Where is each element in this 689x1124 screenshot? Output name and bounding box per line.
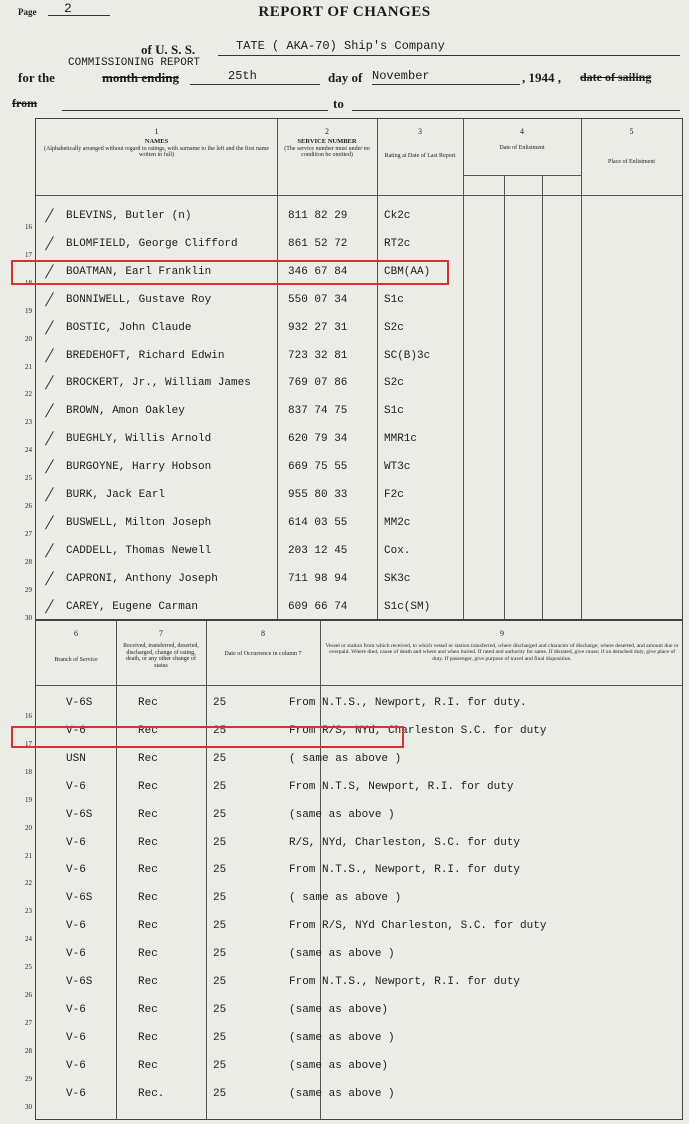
occurrence-date: 25 [213,1004,227,1016]
person-name: BUEGHLY, Willis Arnold [66,433,212,445]
change-type: Rec [138,892,158,904]
change-type: Rec. [138,1088,165,1100]
ship-underline [218,55,680,56]
col-divider [581,119,582,619]
col-3-number: 3 [418,127,422,136]
branch-of-service: V-6S [66,809,93,821]
change-type: Rec [138,725,158,737]
occurrence-date: 25 [213,781,227,793]
rating: Ck2c [384,210,411,222]
col-6-header: Branch of Service [54,657,98,663]
occurrence-date: 25 [213,809,227,821]
row-number: 30 [25,614,32,622]
row-number: 19 [25,307,32,315]
of-uss-label: of U. S. S. [141,42,196,57]
rating: F2c [384,489,404,501]
highlight-boatman-bottom [11,726,404,748]
person-name: BURK, Jack Earl [66,489,166,501]
occurrence-date: 25 [213,697,227,709]
row-number: 28 [25,558,32,566]
rating: S1c [384,294,404,306]
row-number: 16 [25,223,32,231]
rating: S1c(SM) [384,601,431,613]
row-number: 20 [25,824,32,832]
col-1-number: 1 [154,127,159,136]
change-details: (same as above ) [289,1032,395,1044]
change-type: Rec [138,753,158,765]
service-number: 769 07 86 [288,377,348,389]
row-number: 19 [25,796,32,804]
col-divider [377,119,378,619]
day-number: 25th [228,69,257,83]
service-number: 614 03 55 [288,517,348,529]
report-title: REPORT OF CHANGES [258,4,431,20]
commissioning-note: COMMISSIONING REPORT [68,57,201,69]
row-number: 30 [25,1103,32,1111]
person-name: BURGOYNE, Harry Hobson [66,461,212,473]
col-1-header [38,139,275,159]
change-details: From N.T.S., Newport, R.I. for duty. [289,697,527,709]
rating: SK3c [384,573,411,585]
change-type: Rec [138,809,158,821]
change-type: Rec [138,1004,158,1016]
row-number: 24 [25,446,32,454]
month-ending-struck: month ending [102,70,179,85]
branch-of-service: V-6 [66,920,86,932]
row-number: 18 [25,768,32,776]
col-1-title: NAMES [144,138,169,145]
change-details: From N.T.S, Newport, R.I. for duty [289,781,514,793]
row-number: 27 [25,530,32,538]
change-type: Rec [138,976,158,988]
ship-name: TATE ( AKA-70) Ship's Company [236,39,445,53]
branch-of-service: V-6 [66,725,86,737]
month-value: November [372,69,430,83]
row-number: 28 [25,1047,32,1055]
person-name: BOATMAN, Earl Franklin [66,266,212,278]
col-subdivider [542,175,543,619]
occurrence-date: 25 [213,753,227,765]
service-number: 861 52 72 [288,238,348,250]
branch-of-service: USN [66,753,86,765]
change-details: ( same as above ) [289,753,402,765]
change-details: From N.T.S., Newport, R.I. for duty [289,864,521,876]
branch-of-service: V-6 [66,864,86,876]
service-number: 723 32 81 [288,350,348,362]
service-number: 346 67 84 [288,266,348,278]
change-details: ( same as above ) [289,892,402,904]
change-details: (same as above ) [289,948,395,960]
header-bottom-line [36,685,682,686]
service-number: 203 12 45 [288,545,348,557]
branch-of-service: V-6 [66,781,86,793]
rating: RT2c [384,238,411,250]
change-type: Rec [138,920,158,932]
branch-of-service: V-6S [66,697,93,709]
to-underline [352,110,680,111]
change-details: From R/S, NYd, Charleston S.C. for duty [289,725,547,737]
col-2-desc: (The service number must under no condition be omitted) [284,145,370,158]
rating: SC(B)3c [384,350,431,362]
enlistment-subline [463,175,581,176]
row-number: 17 [25,740,32,748]
person-name: BROWN, Amon Oakley [66,405,185,417]
col-4-number: 4 [520,127,524,136]
occurrence-date: 25 [213,1088,227,1100]
person-name: BONNIWELL, Gustave Roy [66,294,212,306]
service-number: 955 80 33 [288,489,348,501]
row-number: 22 [25,390,32,398]
change-type: Rec [138,781,158,793]
branch-of-service: V-6 [66,1088,86,1100]
person-name: BLEVINS, Butler (n) [66,210,192,222]
change-details: From R/S, NYd Charleston, S.C. for duty [289,920,547,932]
row-number: 21 [25,363,32,371]
occurrence-date: 25 [213,864,227,876]
occurrence-date: 25 [213,837,227,849]
change-details: (same as above ) [289,809,395,821]
change-type: Rec [138,1060,158,1072]
row-number: 23 [25,418,32,426]
col-5-header: Place of Enlistment [608,159,655,165]
row-number: 25 [25,474,32,482]
person-name: BOSTIC, John Claude [66,322,192,334]
change-type: Rec [138,837,158,849]
branch-of-service: V-6 [66,948,86,960]
service-number: 811 82 29 [288,210,348,222]
day-underline [190,84,320,85]
row-number: 29 [25,1075,32,1083]
occurrence-date: 25 [213,976,227,988]
col-1-desc: (Alphabetically arranged without regard to ratings, with surname to the left and the first name written in full) [43,145,270,158]
col-3-header: Rating at Date of Last Report [384,153,456,159]
person-name: BLOMFIELD, George Clifford [66,238,238,250]
service-number: 837 74 75 [288,405,348,417]
row-number: 24 [25,935,32,943]
year-value: , 1944 , [522,70,561,85]
branch-of-service: V-6 [66,1060,86,1072]
person-name: BROCKERT, Jr., William James [66,377,251,389]
rating: CBM(AA) [384,266,431,278]
col-divider [463,119,464,619]
change-type: Rec [138,864,158,876]
change-type: Rec [138,1032,158,1044]
col-2-title: SERVICE NUMBER [297,138,357,145]
person-name: BREDEHOFT, Richard Edwin [66,350,225,362]
col-9-number: 9 [500,629,504,638]
occurrence-date: 25 [213,725,227,737]
rating: Cox. [384,545,411,557]
month-underline [372,84,520,85]
row-number: 20 [25,335,32,343]
service-number: 620 79 34 [288,433,348,445]
rating: S2c [384,377,404,389]
change-type: Rec [138,697,158,709]
service-number: 550 07 34 [288,294,348,306]
day-of-label: day of [328,70,363,85]
from-underline [62,110,328,111]
change-details: (same as above) [289,1004,389,1016]
col-divider [206,621,207,1119]
col-8-header: Date of Occurrence in column 7 [224,651,302,657]
service-number: 669 75 55 [288,461,348,473]
from-struck: from [12,96,38,110]
change-details: R/S, NYd, Charleston, S.C. for duty [289,837,521,849]
col-4-header: Date of Enlistment [499,145,545,151]
for-the-label: for the [18,70,55,85]
branch-of-service: V-6S [66,892,93,904]
branch-of-service: V-6 [66,837,86,849]
occurrence-date: 25 [213,892,227,904]
row-number: 26 [25,991,32,999]
occurrence-date: 25 [213,1060,227,1072]
rating: MMR1c [384,433,418,445]
row-number: 22 [25,879,32,887]
col-8-number: 8 [261,629,265,638]
change-details: (same as above ) [289,1088,395,1100]
branch-of-service: V-6S [66,976,93,988]
person-name: CAPRONI, Anthony Joseph [66,573,218,585]
col-subdivider [504,175,505,619]
service-number: 932 27 31 [288,322,348,334]
rating: S1c [384,405,404,417]
service-number: 711 98 94 [288,573,348,585]
col-9-header: Vessel or station from which received, to which vessel or station transferred, where discharged and character of discharge; where deserted, and amount due or overpaid. Where died, cause of death and where and when buried. If rated and authority for same. If disrated, give cause; if on detached duty, give place of duty. If passenger, give purpose of travel and final disposition. [325,643,679,662]
row-number: 26 [25,502,32,510]
col-2-number: 2 [325,127,329,136]
rating: WT3c [384,461,411,473]
change-type: Rec [138,948,158,960]
highlight-boatman-top [11,260,449,285]
page-number: 2 [64,1,72,16]
person-name: BUSWELL, Milton Joseph [66,517,212,529]
occurrence-date: 25 [213,920,227,932]
occurrence-date: 25 [213,948,227,960]
row-number: 23 [25,907,32,915]
col-6-number: 6 [74,629,78,638]
to-label: to [333,96,344,111]
branch-of-service: V-6 [66,1032,86,1044]
person-name: CADDELL, Thomas Newell [66,545,212,557]
person-name: CAREY, Eugene Carman [66,601,199,613]
col-7-number: 7 [159,629,163,638]
row-number: 25 [25,963,32,971]
col-2-header [280,139,374,159]
branch-of-service: V-6 [66,1004,86,1016]
occurrence-date: 25 [213,1032,227,1044]
service-number: 609 66 74 [288,601,348,613]
row-number: 29 [25,586,32,594]
col-5-number: 5 [629,127,634,136]
row-number: 17 [25,251,32,259]
row-number: 27 [25,1019,32,1027]
row-number: 21 [25,852,32,860]
rating: MM2c [384,517,411,529]
date-of-sailing-struck: date of sailing [580,70,652,84]
page-label: Page [18,7,37,17]
col-divider [116,621,117,1119]
row-number: 18 [25,279,32,287]
col-divider [277,119,278,619]
row-number: 16 [25,712,32,720]
col-7-header: Received, transferred, deserted, discharged, change of rating, death, or any other change of status [123,643,199,669]
rating: S2c [384,322,404,334]
change-details: (same as above) [289,1060,389,1072]
change-details: From N.T.S., Newport, R.I. for duty [289,976,521,988]
header-bottom-line [36,195,682,196]
